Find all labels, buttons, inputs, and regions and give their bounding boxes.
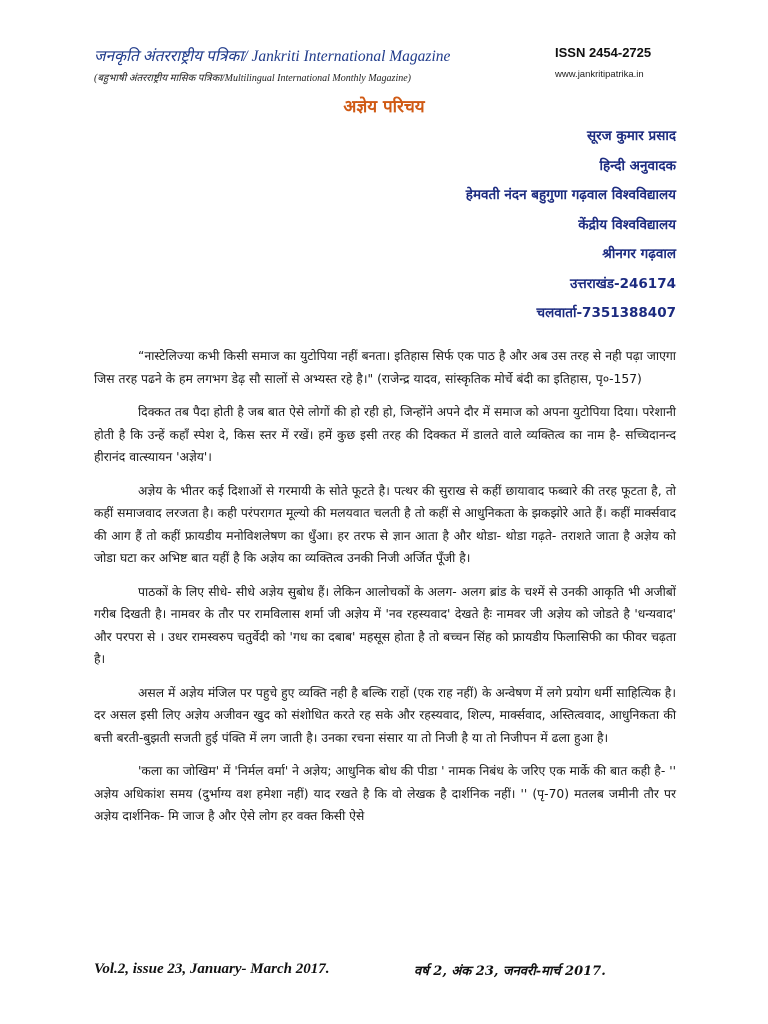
author-name: सूरज कुमार प्रसाद (587, 128, 676, 144)
paragraph: अज्ञेय के भीतर कई दिशाओं से गरमायी के सोते फूटते है। पत्थर की सुराख से कहीं छायावाद फब्वारे की तरह फूटता है, तो कहीं समाजवाद लरजता है। कही परंपरागत मूल्यो की मलयवात चलती है तो कहीं से आधुनिकता के झकझोरे आते हैं। कहीं मार्क्सवाद की आग हैं तो कहीं फ्रायडीय मनोविशलेषण का धुँआ। हर तरफ से ज्ञान आता है और थोडा- थोडा गढ़ते- तराशते जाता है अज्ञेय को जोडा घटा कर अभिष्ट बात यहीं है कि अज्ञेय का व्यक्तित्व उनकी निजी अर्जित पूँजी है। (94, 483, 676, 565)
article-title: अज्ञेय परिचय (343, 97, 425, 117)
author-designation: हिन्दी अनुवादक (599, 157, 676, 174)
author-city: श्रीनगर गढ़वाल (602, 246, 676, 262)
paragraph: पाठकों के लिए सीधे- सीधे अज्ञेय सुबोध हैं। लेकिन आलोचकों के अलग- अलग ब्रांड के चश्में से उनकी आकृति भी अजीबों गरीब दिखती है। नामवर के तौर पर रामविलास शर्मा जी अज्ञेय में 'नव रहस्यवाद' देखते हैः नामवर जी अज्ञेय को जोडते है 'धन्यवाद' और परपरा से । उधर रामस्वरुप चतुर्वेदी को 'गध का दबाब' महसूस होता है तो बच्चन सिंह को फ्रायडीय फिलासिफी का फीवर चढ़ता है। (94, 584, 676, 666)
paragraph: दिक्कत तब पैदा होती है जब बात ऐसे लोगों की हो रही हो, जिन्होंने अपने दौर में समाज को अपना युटोपिया दिया। परेशानी होती है कि उन्हें कहाँ स्पेश दे, किस स्तर में रखें। हमें कुछ इसी तरह की दिक्कत में डालते वाले व्यक्तित्व का नाम है- सच्चिदानन्द हीरानंद वात्स्यायन 'अज्ञेय'। (94, 405, 676, 464)
author-university-type: केंद्रीय विश्वविद्यालय (578, 216, 676, 233)
paragraph: 'कला का जोखिम' में 'निर्मल वर्मा' ने अज्ञेय; आधुनिक बोध की पीडा ' नामक निबंध के जरिए एक मार्के की बात कही है- '' अज्ञेय अधिकांश समय (दुर्भाग्य वश हमेशा नहीं) याद रखते है कि वो लेखक है दार्शनिक नहीं। '' (पृ-70) मतलब जमीनी तौर पर अज्ञेय दार्शनिक- मि जाज है और ऐसे लोग हर वक्त किसी ऐसे (94, 764, 676, 823)
author-block (466, 122, 676, 329)
article-body (94, 345, 676, 839)
paragraph: “नास्टेलिज्या कभी किसी समाज का युटोपिया नहीं बनता। इतिहास सिर्फ एक पाठ है और अब उस तरह से नही पढ़ा जाएगा जिस तरह पढने के हम लगभग डेढ़ सौ सालों से अभ्यस्त रहे है।" (राजेन्द्र यादव, सांस्कृतिक मोर्चे बंदी का इतिहास, पृ०-157) (94, 349, 676, 386)
author-university: हेमवती नंदन बहुगुणा गढ़वाल विश्वविद्यालय (465, 187, 676, 203)
paragraph: असल में अज्ञेय मंजिल पर पहुचे हुए व्यक्ति नही है बल्कि राहों (एक राह नहीं) के अन्वेषण में लगे प्रयोग धर्मी साहित्यिक है। दर असल इसी लिए अज्ञेय अजीवन खुद को संशोधित करते रह सके और रहस्यवाद, शिल्प, मार्क्सवाद, अस्तित्ववाद, आधुनिकता की बत्ती बरती-बुझती सजती हुई पंक्ति में लग जाती है। उनका रचना संसार या तो निजी है या तो निजीपन में ढला हुआ है। (94, 685, 676, 745)
website-url: www.jankritipatrika.in (555, 69, 644, 80)
magazine-subtitle: (बहुभाषी अंतरराष्ट्रीय मासिक पत्रिका/Multilingual International Monthly Magazine) (94, 73, 411, 84)
footer-volume-hindi: वर्ष 2, अंक 23, जनवरी-मार्च 2017. (414, 964, 606, 979)
author-phone: चलवार्ता-7351388407 (536, 305, 676, 321)
magazine-title: जनकृति अंतरराष्ट्रीय पत्रिका/ Jankriti International Magazine (94, 48, 451, 65)
author-state-pin: उत्तराखंड-246174 (570, 275, 676, 292)
footer-volume-english: Vol.2, issue 23, January- March 2017. (94, 961, 330, 977)
issn-number: ISSN 2454-2725 (555, 45, 652, 60)
